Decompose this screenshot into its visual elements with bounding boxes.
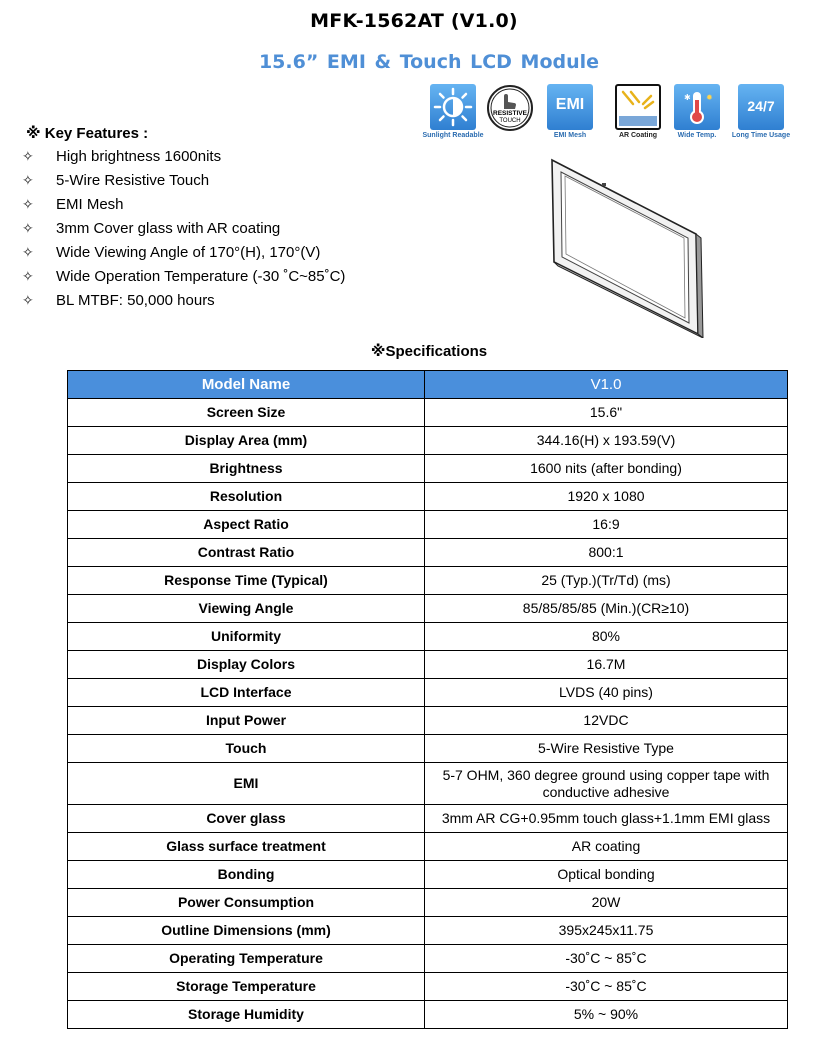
table-value-cell: 395x245x11.75 (425, 917, 788, 945)
table-row (68, 623, 788, 651)
ar-coating-icon (615, 84, 661, 130)
table-row (68, 945, 788, 973)
table-key-cell: Aspect Ratio (68, 511, 425, 539)
lcd-module-illustration (548, 158, 704, 338)
table-key-cell: Cover glass (68, 805, 425, 833)
table-key-cell: Resolution (68, 483, 425, 511)
table-value-cell: Optical bonding (425, 861, 788, 889)
key-features-list (22, 145, 345, 313)
table-key-cell: Response Time (Typical) (68, 567, 425, 595)
svg-text:RESISTIVE: RESISTIVE (493, 110, 527, 117)
svg-text:TOUCH: TOUCH (499, 118, 521, 124)
table-row (68, 735, 788, 763)
table-row (68, 973, 788, 1001)
feature-item: ✧ 5-Wire Resistive Touch (22, 169, 345, 193)
four-point-star-icon: ✧ (22, 221, 34, 237)
table-row (68, 455, 788, 483)
table-value-cell: 12VDC (425, 707, 788, 735)
table-key-cell: Power Consumption (68, 889, 425, 917)
specifications-table (67, 370, 788, 1029)
table-value-cell: 16.7M (425, 651, 788, 679)
table-value-cell: AR coating (425, 833, 788, 861)
table-row (68, 539, 788, 567)
document-subtitle: 15.6” EMI & Touch LCD Module (258, 51, 600, 73)
table-value-cell: 16:9 (425, 511, 788, 539)
table-key-cell: Screen Size (68, 399, 425, 427)
table-row (68, 427, 788, 455)
table-key-cell: Storage Humidity (68, 1001, 425, 1029)
thermometer-icon (674, 84, 720, 130)
feature-item: ✧ EMI Mesh (22, 193, 345, 217)
table-key-cell: Touch (68, 735, 425, 763)
table-row (68, 763, 788, 805)
svg-text:✱: ✱ (684, 93, 691, 102)
table-key-cell: Bonding (68, 861, 425, 889)
table-value-cell: LVDS (40 pins) (425, 679, 788, 707)
table-value-cell: 1920 x 1080 (425, 483, 788, 511)
feature-item: ✧ High brightness 1600nits (22, 145, 345, 169)
table-value-cell: 25 (Typ.)(Tr/Td) (ms) (425, 567, 788, 595)
table-row (68, 707, 788, 735)
table-row (68, 399, 788, 427)
svg-text:✹: ✹ (706, 93, 713, 102)
specifications-heading: ※Specifications (370, 343, 488, 360)
table-key-cell: Display Area (mm) (68, 427, 425, 455)
table-row (68, 889, 788, 917)
table-key-cell: Glass surface treatment (68, 833, 425, 861)
table-value-cell: 80% (425, 623, 788, 651)
table-value-cell: 5% ~ 90% (425, 1001, 788, 1029)
table-row (68, 805, 788, 833)
table-value-cell: -30˚C ~ 85˚C (425, 973, 788, 1001)
four-point-star-icon: ✧ (22, 269, 34, 285)
table-value-cell: -30˚C ~ 85˚C (425, 945, 788, 973)
table-value-cell: 5-7 OHM, 360 degree ground using copper tape with conductive adhesive (425, 763, 788, 805)
table-value-cell: 3mm AR CG+0.95mm touch glass+1.1mm EMI glass (425, 805, 788, 833)
four-point-star-icon: ✧ (22, 245, 34, 261)
four-point-star-icon: ✧ (22, 293, 34, 309)
table-key-cell: Contrast Ratio (68, 539, 425, 567)
hand-touch-icon (486, 84, 534, 132)
table-row (68, 595, 788, 623)
table-header-row (68, 371, 788, 399)
table-row (68, 1001, 788, 1029)
table-key-cell: Brightness (68, 455, 425, 483)
four-point-star-icon: ✧ (22, 197, 34, 213)
table-row (68, 651, 788, 679)
table-key-cell: Display Colors (68, 651, 425, 679)
sun-icon (430, 84, 476, 130)
table-key-cell: Input Power (68, 707, 425, 735)
feature-item: ✧ BL MTBF: 50,000 hours (22, 289, 345, 313)
document-title: MFK-1562AT (V1.0) (310, 10, 518, 32)
key-features-heading: ※ Key Features : (26, 125, 149, 142)
table-key-cell: EMI (68, 763, 425, 805)
table-value-cell: 85/85/85/85 (Min.)(CR≥10) (425, 595, 788, 623)
four-point-star-icon: ✧ (22, 149, 34, 165)
resistive-touch-badge (482, 84, 538, 132)
table-key-cell: Outline Dimensions (mm) (68, 917, 425, 945)
table-row (68, 511, 788, 539)
table-key-cell: Viewing Angle (68, 595, 425, 623)
feature-badges (422, 84, 794, 146)
table-key-cell: Uniformity (68, 623, 425, 651)
table-row (68, 861, 788, 889)
table-key-cell: Storage Temperature (68, 973, 425, 1001)
table-value-cell: 344.16(H) x 193.59(V) (425, 427, 788, 455)
four-point-star-icon: ✧ (22, 173, 34, 189)
table-key-cell: Model Name (68, 371, 425, 399)
feature-item: ✧ 3mm Cover glass with AR coating (22, 217, 345, 241)
long-time-usage-badge: 24/7 Long Time Usage (728, 84, 794, 139)
emi-icon: EMI (547, 84, 593, 130)
table-value-cell: 1600 nits (after bonding) (425, 455, 788, 483)
table-row (68, 679, 788, 707)
table-row (68, 917, 788, 945)
emi-mesh-badge: EMI EMI Mesh (543, 84, 597, 139)
clock-icon: 24/7 (738, 84, 784, 130)
table-value-cell: 800:1 (425, 539, 788, 567)
table-value-cell: 20W (425, 889, 788, 917)
sunlight-readable-badge: Sunlight Readable (422, 84, 484, 139)
table-row (68, 833, 788, 861)
table-row (68, 483, 788, 511)
feature-item: ✧ Wide Operation Temperature (-30 ˚C~85˚C) (22, 265, 345, 289)
table-value-cell: 5-Wire Resistive Type (425, 735, 788, 763)
table-key-cell: Operating Temperature (68, 945, 425, 973)
wide-temp-badge: ✱ ✹ Wide Temp. (670, 84, 724, 139)
table-row (68, 567, 788, 595)
ar-coating-badge: AR Coating (609, 84, 667, 139)
table-value-cell: V1.0 (425, 371, 788, 399)
table-value-cell: 15.6" (425, 399, 788, 427)
table-key-cell: LCD Interface (68, 679, 425, 707)
feature-item: ✧ Wide Viewing Angle of 170°(H), 170°(V) (22, 241, 345, 265)
